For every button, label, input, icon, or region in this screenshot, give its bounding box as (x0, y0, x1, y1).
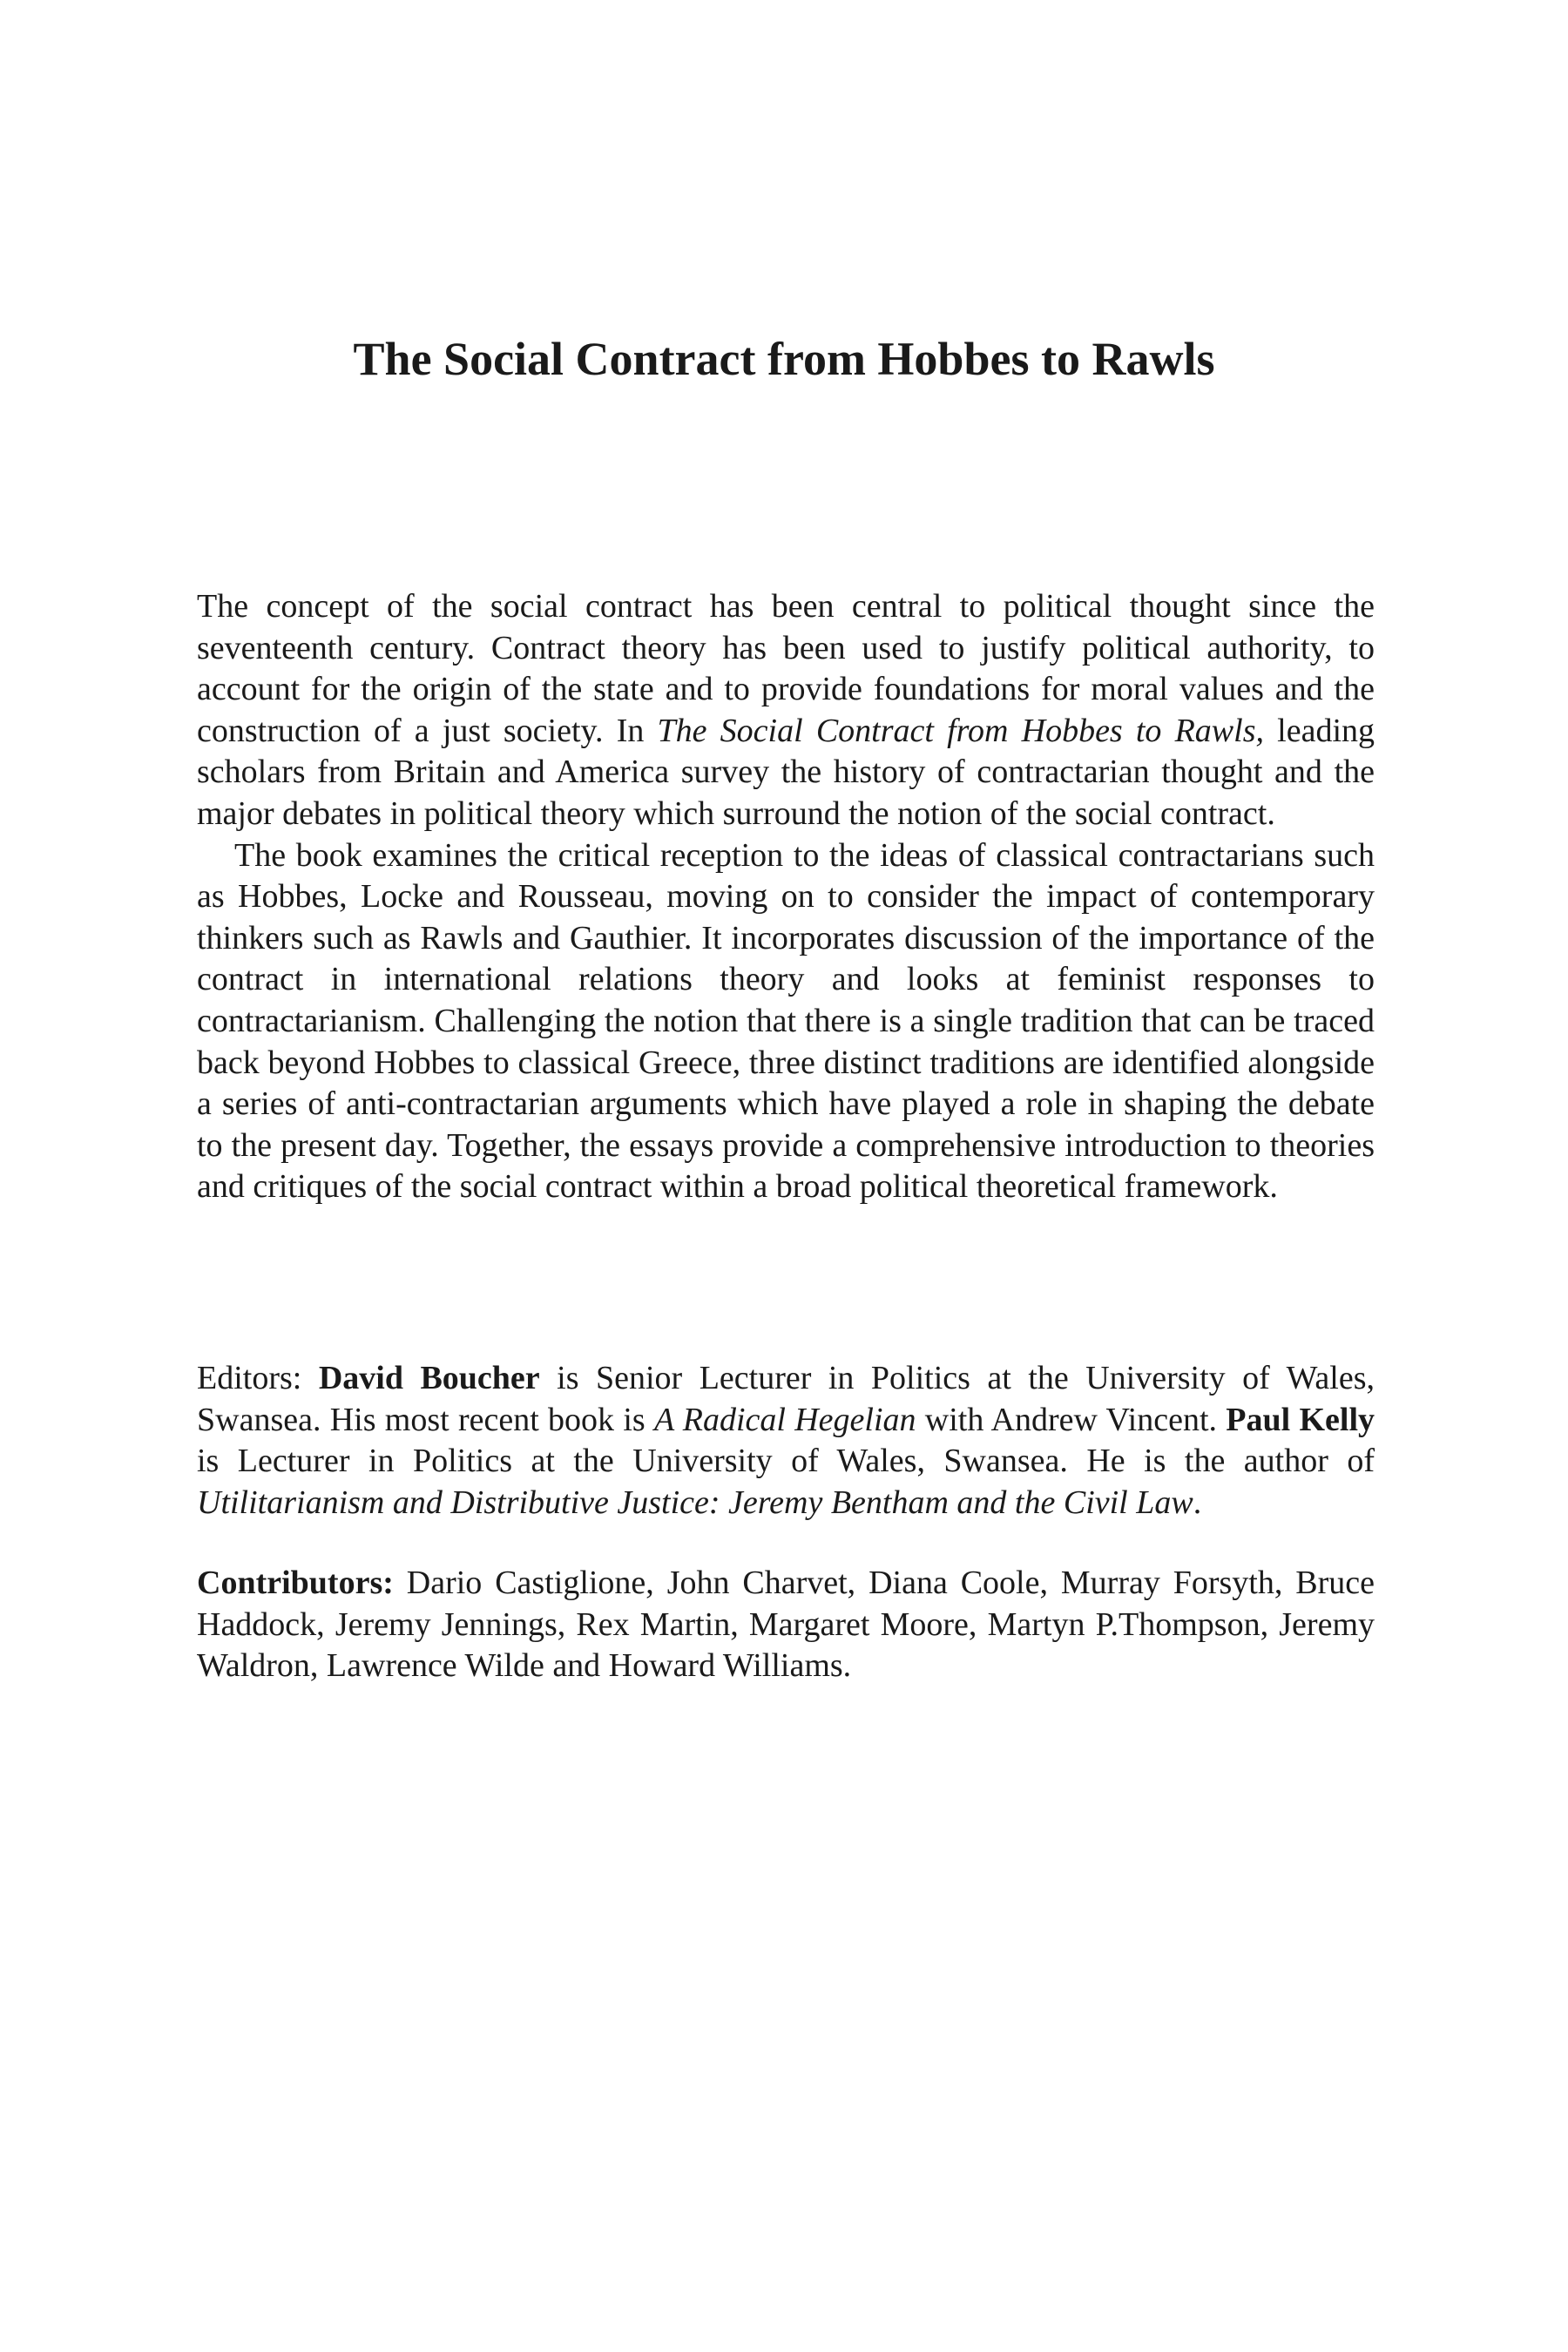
description-paragraph-1 (197, 586, 1375, 835)
editor-2-name: Paul Kelly (1226, 1401, 1375, 1438)
description-text-1b: leading scholars from Britain and America survey the history of contractarian thought and the major debates in political theory which surround the notion of the social contract. (197, 712, 1375, 832)
editor-1-book: A Radical Hegelian (653, 1401, 916, 1438)
editors-paragraph (197, 1358, 1375, 1524)
editor-1-name: David Boucher (318, 1360, 540, 1396)
editors-label: Editors: (197, 1360, 319, 1396)
book-description (197, 586, 1375, 1208)
editor-2-book: Utilitarianism and Distributive Justice: Jeremy Bentham and the Civil Law (197, 1484, 1193, 1521)
editors-section (197, 1358, 1375, 1524)
editor-2-bio: is Lecturer in Politics at the University of Wales, Swansea. He is the author of (197, 1443, 1375, 1480)
book-title: The Social Contract from Hobbes to Rawls (353, 333, 1215, 385)
contributors-section (197, 1563, 1375, 1687)
editor-1-bio: is Senior Lecturer in Politics at the University of Wales, Swansea. His most recent book is (197, 1360, 1375, 1438)
description-text-1a: The concept of the social contract has been central to political thought since the seventeenth century. Contract theory has been used to justify political authority, to account for the origin of the state and to provide foundations for moral values and the construction of a just society. In (197, 588, 1375, 749)
contributors-names: Dario Castiglione, John Charvet, Diana Coole, Murray Forsyth, Bruce Haddock, Jeremy Jennings, Rex Martin, Margaret Moore, Martyn P.Thompson, Jeremy Waldron, Lawrence Wilde and Howard Williams. (197, 1565, 1375, 1685)
contributors-label: Contributors: (197, 1565, 394, 1601)
editor-1-bio-end: with Andrew Vincent. (916, 1401, 1227, 1438)
editor-2-bio-end: . (1193, 1484, 1202, 1521)
description-paragraph-2: The book examines the critical reception to the ideas of classical contractarians such as Hobbes, Locke and Rousseau, moving on to consider the impact of contemporary thinkers such as Rawls and Gauthier. It incorporates discussion of the importance of the contract in international relations theory and looks at feminist responses to contractarianism. Challenging the notion that there is a single tradition that can be traced back beyond Hobbes to classical Greece, three distinct traditions are identified alongside a series of anti-contractarian arguments which have played a role in shaping the debate to the present day. Together, the essays provide a comprehensive introduction to theories and critiques of the social contract within a broad political theoretical framework. (197, 836, 1375, 1206)
description-book-title: The Social Contract from Hobbes to Rawls, (657, 712, 1264, 749)
contributors-paragraph (197, 1563, 1375, 1687)
